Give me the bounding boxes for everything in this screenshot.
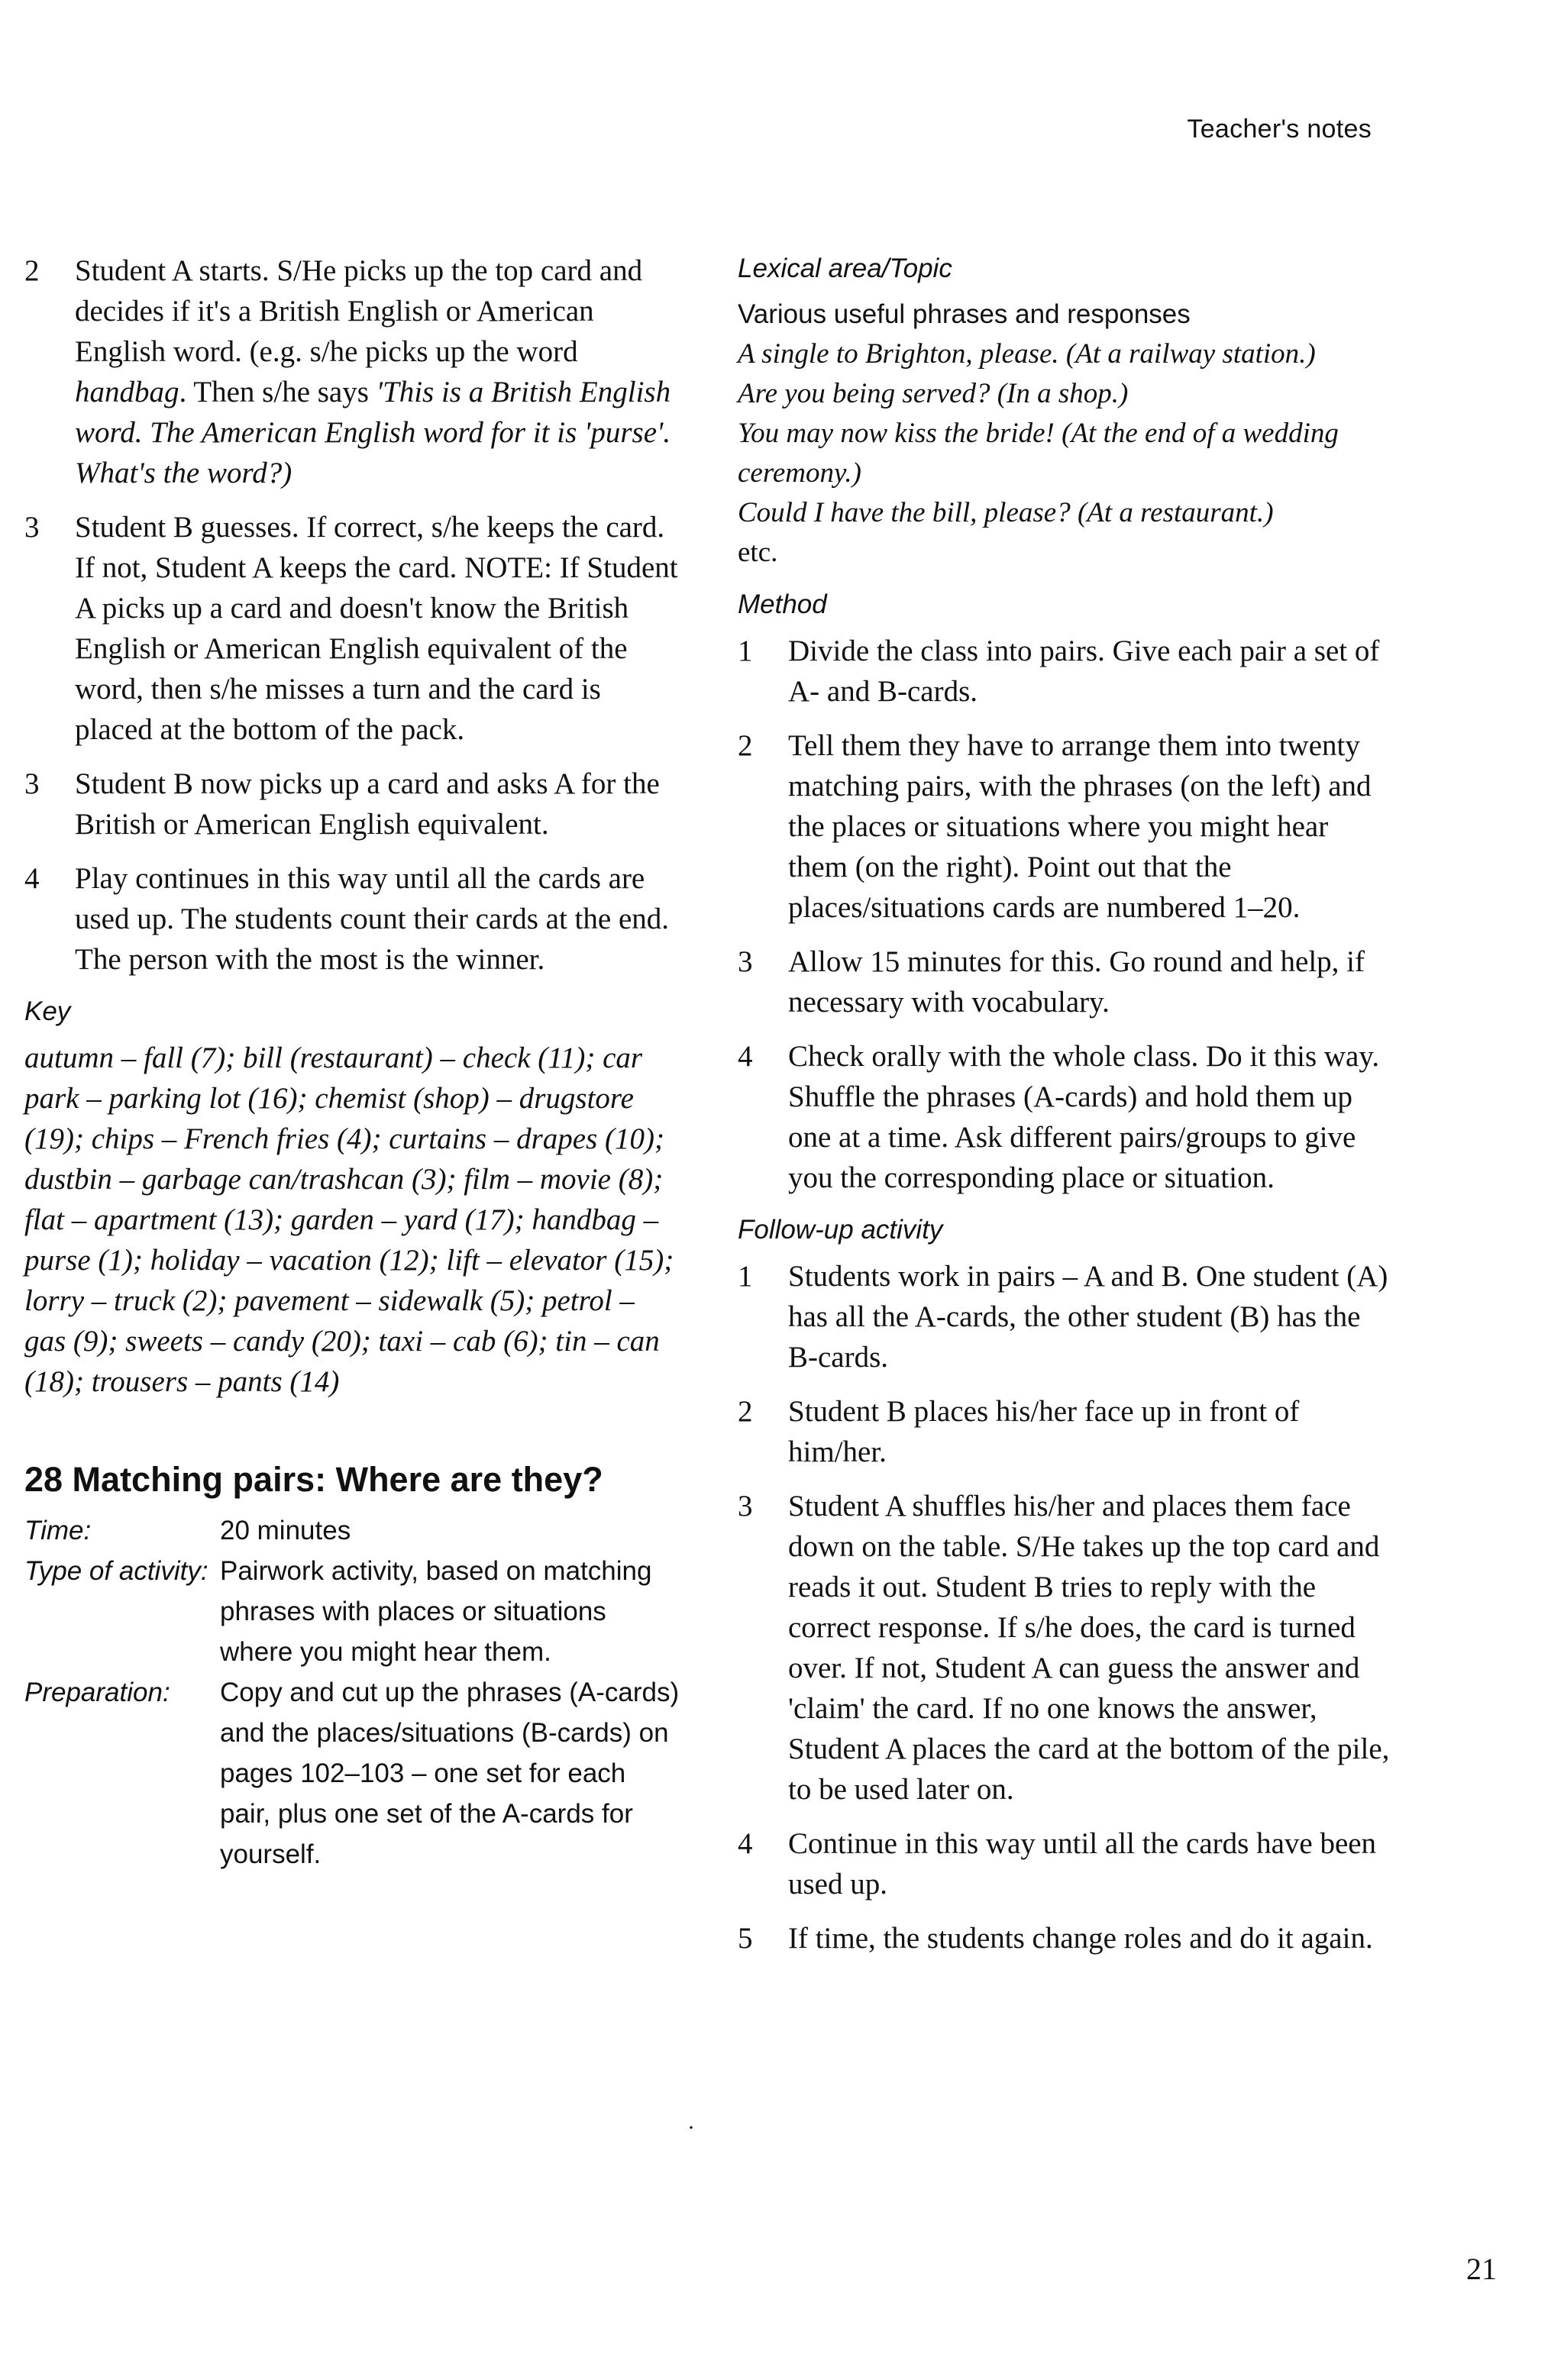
lexical-example: You may now kiss the bride! (At the end of a wedding ceremony.) bbox=[738, 418, 1339, 489]
key-answers: autumn – fall (7); bill (restaurant) – check (11); car park – parking lot (16); chemist (shop) – drugstore (19); chips – French fries (4); curtains – drapes (10); dustbin – garbage can/trashcan (3); film – movie (8); flat – apartment (13); garden – yard (17); handbag – purse (1); holiday – vacation (12); lift – elevator (15); lorry – truck (2); pavement – sidewalk (5); petrol – gas (9); sweets – candy (20); taxi – cab (6); tin – can (18); trousers – pants (14) bbox=[24, 1041, 674, 1398]
list-item: 4 Check orally with the whole class. Do it this way. Shuffle the phrases (A-cards) and hold them up one at a time. Ask different pairs/groups to give you the corresponding place or situation. bbox=[738, 1036, 1394, 1198]
type-label: Type of activity: bbox=[24, 1556, 208, 1586]
stray-mark: · bbox=[687, 2115, 695, 2140]
list-item: 4 Play continues in this way until all the cards are used up. The students count their cards at the end. The person with the most is the winner. bbox=[24, 858, 681, 980]
right-column bbox=[738, 250, 1394, 1972]
step-number: 3 bbox=[24, 767, 40, 800]
step-number: 2 bbox=[738, 729, 753, 762]
left-column bbox=[24, 250, 681, 1875]
list-item: 2 Student A starts. S/He picks up the top card and decides if it's a British English or American English word. (e.g. s/he picks up the word handbag. Then s/he says 'This is a British English word. The American English word for it is 'purse'. What's the word?) bbox=[24, 250, 681, 493]
step-number: 4 bbox=[24, 862, 40, 895]
step-number: 4 bbox=[738, 1040, 753, 1073]
activity-meta bbox=[24, 1510, 681, 1875]
preparation-label: Preparation: bbox=[24, 1678, 170, 1707]
lexical-etc: etc. bbox=[738, 537, 778, 568]
followup-steps-list bbox=[738, 1256, 1394, 1959]
list-item: 2 Student B places his/her face up in front of him/her. bbox=[738, 1391, 1394, 1472]
step-number: 5 bbox=[738, 1922, 753, 1955]
lexical-intro: Various useful phrases and responses bbox=[738, 299, 1191, 329]
list-item: 2 Tell them they have to arrange them into twenty matching pairs, with the phrases (on the left) and the places or situations where you might hear them (on the right). Point out that the places/situations cards are numbered 1–20. bbox=[738, 725, 1394, 928]
step-number: 3 bbox=[24, 511, 40, 544]
running-header: Teacher's notes bbox=[1187, 115, 1372, 144]
type-value: Pairwork activity, based on matching phrases with places or situations where you might hear them. bbox=[220, 1556, 652, 1667]
page-number: 21 bbox=[1466, 2252, 1497, 2286]
method-heading: Method bbox=[738, 589, 827, 619]
list-item: 1 Divide the class into pairs. Give each pair a set of A- and B-cards. bbox=[738, 631, 1394, 712]
list-item: 3 Allow 15 minutes for this. Go round and help, if necessary with vocabulary. bbox=[738, 941, 1394, 1022]
list-item: 4 Continue in this way until all the cards have been used up. bbox=[738, 1823, 1394, 1904]
step-number: 1 bbox=[738, 635, 753, 667]
lexical-example: A single to Brighton, please. (At a railway station.) bbox=[738, 338, 1316, 370]
activity-title: 28 Matching pairs: Where are they? bbox=[24, 1460, 603, 1499]
method-steps-list bbox=[738, 631, 1394, 1198]
step-number: 2 bbox=[24, 254, 40, 287]
time-label: Time: bbox=[24, 1516, 92, 1545]
list-item: 3 Student B now picks up a card and asks A for the British or American English equivalent. bbox=[24, 764, 681, 844]
list-item: 3 Student B guesses. If correct, s/he keeps the card. If not, Student A keeps the card. NOTE: If Student A picks up a card and doesn't know the British English or American English equivalent of the word, then s/he misses a turn and the card is placed at the bottom of the pack. bbox=[24, 507, 681, 750]
step-number: 4 bbox=[738, 1827, 753, 1860]
step-number: 2 bbox=[738, 1395, 753, 1428]
step-number: 3 bbox=[738, 945, 753, 978]
step-number: 1 bbox=[738, 1260, 753, 1293]
lexical-example: Are you being served? (In a shop.) bbox=[738, 378, 1129, 409]
game-steps-list bbox=[24, 250, 681, 980]
followup-heading: Follow-up activity bbox=[738, 1215, 943, 1245]
lexical-example: Could I have the bill, please? (At a restaurant.) bbox=[738, 497, 1274, 528]
preparation-value: Copy and cut up the phrases (A-cards) and the places/situations (B-cards) on pages 102–103 – one set for each pair, plus one set of the A-cards for yourself. bbox=[220, 1678, 680, 1869]
lexical-heading: Lexical area/Topic bbox=[738, 254, 952, 283]
list-item: 3 Student A shuffles his/her and places them face down on the table. S/He takes up the top card and reads it out. Student B tries to reply with the correct response. If s/he does, the card is turned over. If not, Student A can guess the answer and 'claim' the card. If no one knows the answer, Student A places the card at the bottom of the pile, to be used later on. bbox=[738, 1486, 1394, 1810]
time-value: 20 minutes bbox=[220, 1516, 351, 1545]
list-item: 5 If time, the students change roles and do it again. bbox=[738, 1918, 1394, 1959]
list-item: 1 Students work in pairs – A and B. One student (A) has all the A-cards, the other student (B) has the B-cards. bbox=[738, 1256, 1394, 1377]
step-number: 3 bbox=[738, 1490, 753, 1523]
key-heading: Key bbox=[24, 996, 71, 1026]
